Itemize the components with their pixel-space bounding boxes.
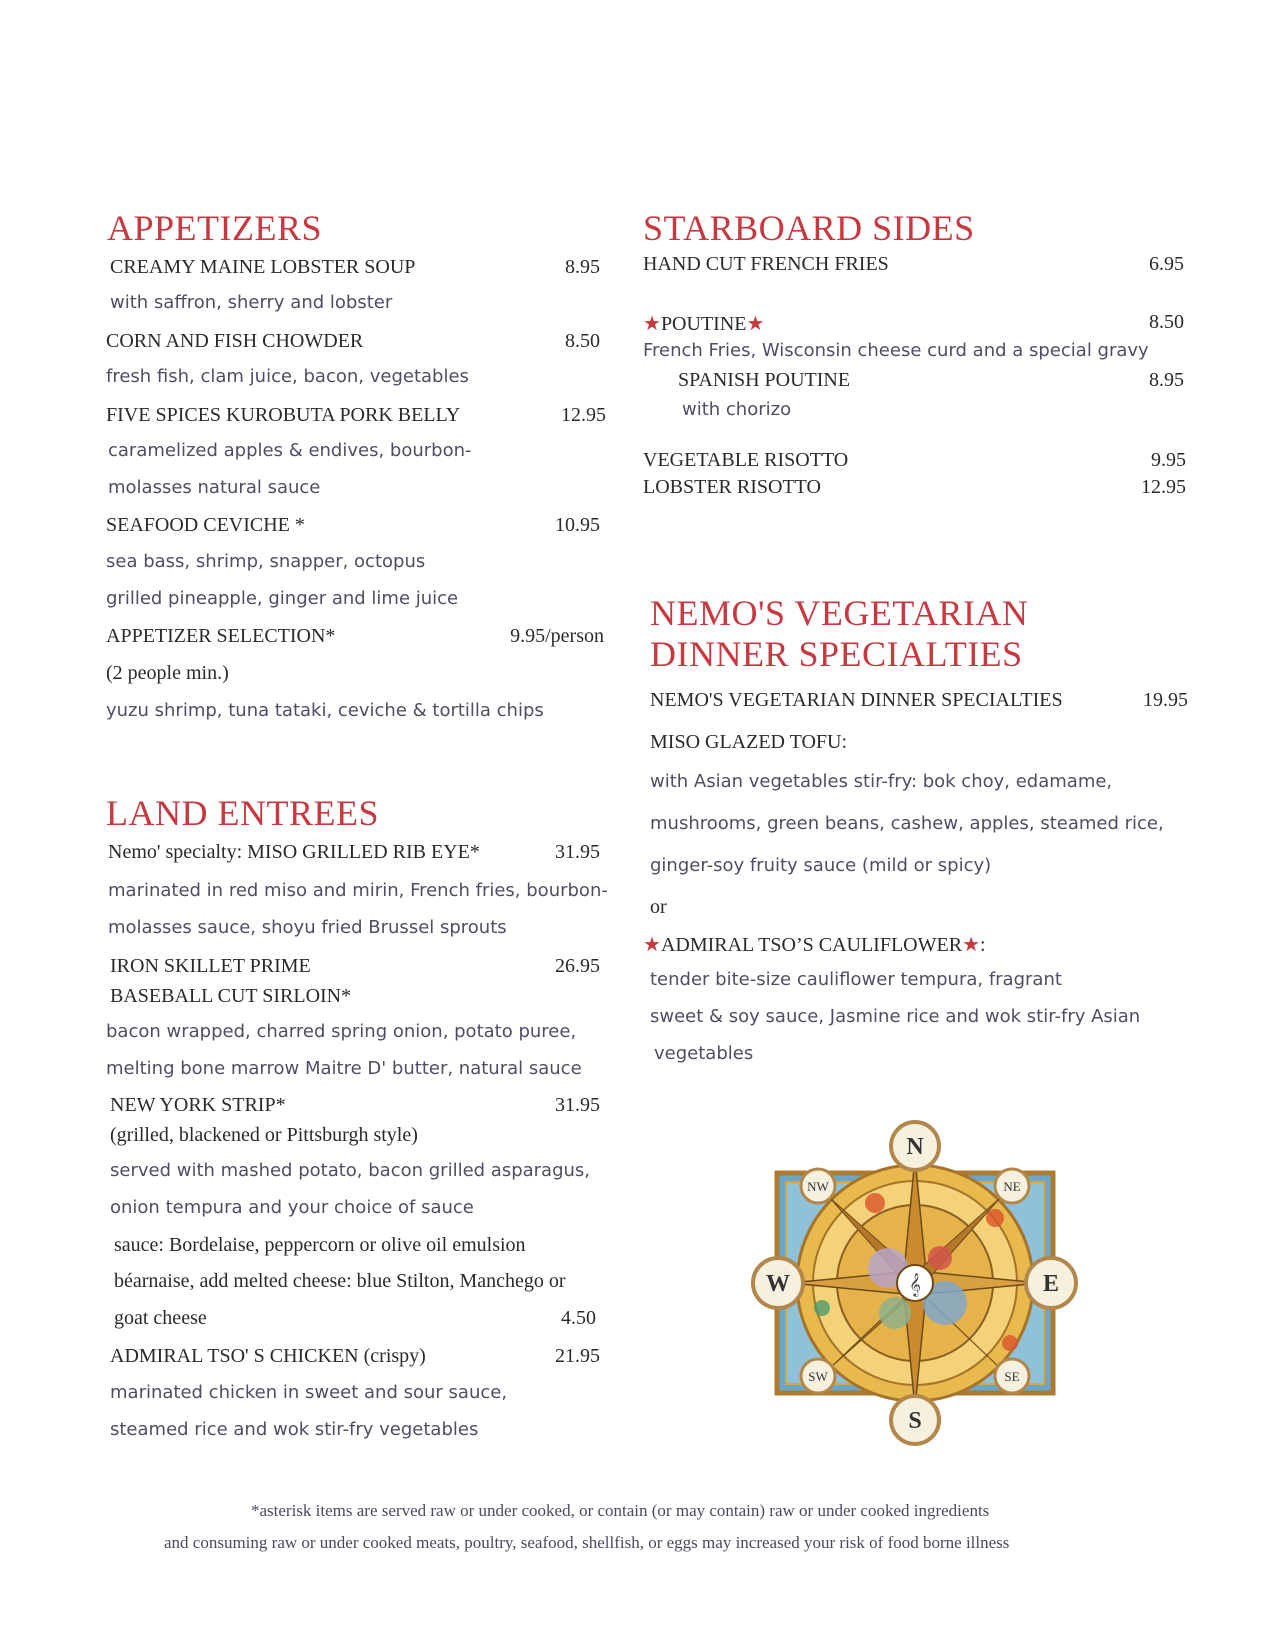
- selection-min: (2 people min.): [106, 662, 229, 684]
- poutine-name: [643, 311, 764, 336]
- tofu-desc-1: with Asian vegetables stir-fry: bok choy, edamame,: [650, 771, 1113, 792]
- svg-text:S: S: [908, 1408, 922, 1434]
- sides-heading: STARBOARD SIDES: [643, 208, 975, 248]
- spanish-poutine-price: 8.95: [1149, 369, 1184, 391]
- sirloin-price: 26.95: [555, 955, 600, 977]
- svg-text:E: E: [1042, 1271, 1060, 1297]
- poutine-price: 8.50: [1149, 311, 1184, 333]
- veg-risotto-price: 9.95: [1151, 449, 1186, 471]
- lobster-soup-price: 8.95: [565, 256, 600, 278]
- chowder-desc: fresh fish, clam juice, bacon, vegetables: [106, 366, 469, 387]
- chicken-desc-1: marinated chicken in sweet and sour sauce,: [110, 1382, 508, 1403]
- chowder-price: 8.50: [565, 330, 600, 352]
- chowder-name: CORN AND FISH CHOWDER: [106, 330, 364, 352]
- vegetarian-price: 19.95: [1143, 689, 1188, 711]
- compass-sw-marker: [801, 1359, 835, 1393]
- cauliflower-name: [643, 932, 986, 957]
- footer-line-2: and consuming raw or under cooked meats, poultry, seafood, shellfish, or eggs may increased your risk of food borne illness: [164, 1533, 1010, 1552]
- pork-belly-desc-2: molasses natural sauce: [108, 477, 321, 498]
- sauce-price: 4.50: [561, 1307, 596, 1329]
- star-icon: ★: [643, 934, 661, 956]
- compass-south-marker: [891, 1396, 939, 1444]
- cauliflower-colon: :: [980, 934, 986, 956]
- sauce-line-3: goat cheese: [114, 1307, 207, 1329]
- fries-name: HAND CUT FRENCH FRIES: [643, 253, 889, 275]
- chicken-desc-2: steamed rice and wok stir-fry vegetables: [110, 1419, 479, 1440]
- ceviche-desc-2: grilled pineapple, ginger and lime juice: [106, 588, 459, 609]
- svg-text:NW: NW: [807, 1179, 829, 1194]
- vegetarian-title: NEMO'S VEGETARIAN DINNER SPECIALTIES: [650, 689, 1063, 711]
- rib-eye-name: Nemo' specialty: MISO GRILLED RIB EYE*: [108, 841, 480, 863]
- spanish-poutine-desc: with chorizo: [682, 399, 792, 420]
- ceviche-name: SEAFOOD CEVICHE *: [106, 514, 305, 536]
- cauliflower-desc-2: sweet & soy sauce, Jasmine rice and wok stir-fry Asian: [650, 1006, 1141, 1027]
- pork-belly-name: FIVE SPICES KUROBUTA PORK BELLY: [106, 404, 461, 426]
- ceviche-desc-1: sea bass, shrimp, snapper, octopus: [106, 551, 426, 572]
- strip-price: 31.95: [555, 1094, 600, 1116]
- rib-eye-price: 31.95: [555, 841, 600, 863]
- star-icon: ★: [746, 313, 765, 335]
- sirloin-desc-1: bacon wrapped, charred spring onion, potato puree,: [106, 1021, 577, 1042]
- compass-east-marker: [1026, 1258, 1076, 1308]
- lobster-risotto-price: 12.95: [1141, 476, 1186, 498]
- ceviche-price: 10.95: [555, 514, 600, 536]
- selection-desc: yuzu shrimp, tuna tataki, ceviche & tortilla chips: [106, 700, 544, 721]
- sirloin-name-2: BASEBALL CUT SIRLOIN*: [110, 985, 352, 1007]
- treble-clef-icon: 𝄞: [909, 1272, 921, 1296]
- pork-belly-price: 12.95: [561, 404, 606, 426]
- svg-text:W: W: [766, 1271, 790, 1297]
- star-icon: ★: [962, 934, 980, 956]
- cauliflower-label: ADMIRAL TSO’S CAULIFLOWER: [660, 934, 963, 956]
- lobster-soup-desc: with saffron, sherry and lobster: [110, 292, 393, 313]
- or-label: or: [650, 896, 667, 918]
- sauce-line-1: sauce: Bordelaise, peppercorn or olive oil emulsion: [114, 1234, 526, 1256]
- strip-desc-2: onion tempura and your choice of sauce: [110, 1197, 474, 1218]
- sirloin-desc-2: melting bone marrow Maitre D' butter, natural sauce: [106, 1058, 582, 1079]
- rib-eye-desc-1: marinated in red miso and mirin, French fries, bourbon-: [108, 880, 608, 901]
- land-entrees-heading: LAND ENTREES: [106, 793, 379, 833]
- svg-text:SW: SW: [808, 1369, 828, 1384]
- poutine-desc: French Fries, Wisconsin cheese curd and a special gravy: [643, 340, 1149, 361]
- fries-price: 6.95: [1149, 253, 1184, 275]
- tofu-desc-3: ginger-soy fruity sauce (mild or spicy): [650, 855, 992, 876]
- chicken-price: 21.95: [555, 1345, 600, 1367]
- footer-line-1: *asterisk items are served raw or under cooked, or contain (or may contain) raw or under cooked ingredients: [251, 1501, 990, 1520]
- strip-style: (grilled, blackened or Pittsburgh style): [110, 1124, 418, 1146]
- lobster-soup-name: CREAMY MAINE LOBSTER SOUP: [110, 256, 416, 278]
- chicken-name: ADMIRAL TSO' S CHICKEN (crispy): [110, 1345, 426, 1367]
- tofu-name: MISO GLAZED TOFU:: [650, 731, 848, 753]
- cauliflower-desc-3: vegetables: [654, 1043, 754, 1064]
- compass-se-marker: [995, 1359, 1029, 1393]
- star-icon: ★: [643, 313, 661, 335]
- compass-nw-marker: [801, 1169, 835, 1203]
- lobster-risotto-name: LOBSTER RISOTTO: [643, 476, 821, 498]
- veg-risotto-name: VEGETABLE RISOTTO: [643, 449, 849, 471]
- selection-price: 9.95/person: [510, 625, 604, 647]
- poutine-label: POUTINE: [660, 313, 747, 335]
- svg-text:NE: NE: [1003, 1179, 1021, 1194]
- svg-text:SE: SE: [1004, 1369, 1020, 1384]
- spanish-poutine-name: SPANISH POUTINE: [678, 369, 851, 391]
- vegetarian-heading-1: NEMO'S VEGETARIAN: [650, 593, 1029, 633]
- appetizers-heading: APPETIZERS: [107, 208, 323, 248]
- sauce-line-2: béarnaise, add melted cheese: blue Stilton, Manchego or: [114, 1270, 566, 1292]
- compass-rose-illustration: [740, 1108, 1090, 1458]
- sirloin-name-1: IRON SKILLET PRIME: [110, 955, 311, 977]
- compass-north-marker: [891, 1122, 939, 1170]
- pork-belly-desc-1: caramelized apples & endives, bourbon-: [108, 440, 472, 461]
- strip-name: NEW YORK STRIP*: [110, 1094, 286, 1116]
- cauliflower-desc-1: tender bite-size cauliflower tempura, fragrant: [650, 969, 1062, 990]
- rib-eye-desc-2: molasses sauce, shoyu fried Brussel sprouts: [108, 917, 507, 938]
- tofu-desc-2: mushrooms, green beans, cashew, apples, steamed rice,: [650, 813, 1164, 834]
- strip-desc-1: served with mashed potato, bacon grilled asparagus,: [110, 1160, 591, 1181]
- compass-west-marker: [753, 1258, 803, 1308]
- vegetarian-heading-2: DINNER SPECIALTIES: [650, 634, 1023, 674]
- svg-text:N: N: [906, 1134, 924, 1160]
- compass-ne-marker: [995, 1169, 1029, 1203]
- selection-name: APPETIZER SELECTION*: [106, 625, 336, 647]
